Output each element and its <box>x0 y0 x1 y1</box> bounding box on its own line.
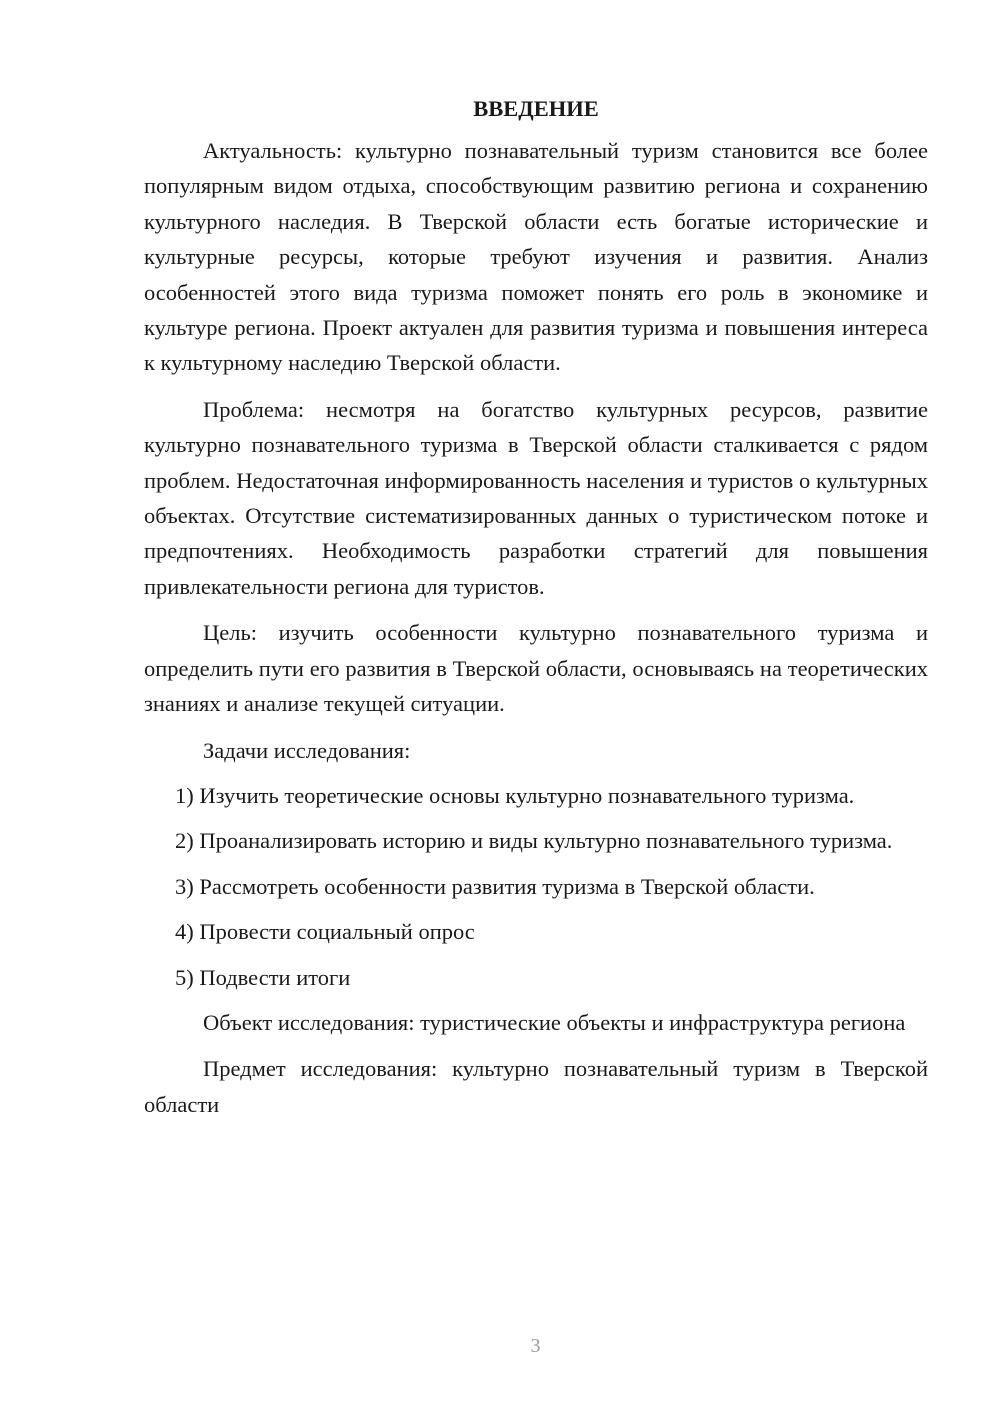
task-item-5: 5) Подвести итоги <box>175 964 351 990</box>
problem-paragraph: Проблема: несмотря на богатство культурных ресурсов, развитие культурно познавательного туризма в Тверской области сталкивается с рядом проблем. Недостаточная информированность населения и туристов о культурных объектах. Отсутствие систематизированных данных о туристическом потоке и предпочтениях. Необходимость разработки стратегий для повышения привлекательности региона для туристов. <box>144 396 928 599</box>
paragraph-spacer <box>144 768 928 778</box>
task-item-2: 2) Проанализировать историю и виды культурно познавательного туризма. <box>175 828 893 854</box>
document-page <box>144 92 928 1122</box>
paragraph-spacer <box>144 604 928 615</box>
paragraph-spacer <box>144 381 928 392</box>
goal-paragraph: Цель: изучить особенности культурно познавательного туризма и определить пути его развития в Тверской области, основываясь на теоретических знаниях и анализе текущей ситуации. <box>144 620 928 717</box>
relevance-paragraph: Актуальность: культурно познавательный туризм становится все более популярным видом отдыха, способствующим развитию региона и сохранению культурного наследия. В Тверской области есть богатые исторические и культурные ресурсы, которые требуют изучения и развития. Анализ особенностей этого вида туризма поможет понять его роль в экономике и культуре региона. Проект актуален для развития туризма и повышения интереса к культурному наследию Тверской области. <box>144 138 928 376</box>
paragraph-spacer <box>144 950 928 960</box>
page-title: ВВЕДЕНИЕ <box>473 96 599 121</box>
page-number: 3 <box>530 1335 541 1357</box>
tasks-heading: Задачи исследования: <box>203 737 411 763</box>
paragraph-spacer <box>144 1040 928 1051</box>
paragraph-spacer <box>144 813 928 823</box>
task-item-4: 4) Провести социальный опрос <box>175 919 475 945</box>
task-item-3: 3) Рассмотреть особенности развития туризма в Тверской области. <box>175 873 815 899</box>
paragraph-spacer <box>144 859 928 869</box>
paragraph-spacer <box>144 995 928 1005</box>
paragraph-spacer <box>144 904 928 914</box>
research-object-paragraph: Объект исследования: туристические объекты и инфраструктура региона <box>203 1009 906 1035</box>
research-subject-paragraph: Предмет исследования: культурно познавательный туризм в Тверской области <box>144 1056 928 1117</box>
paragraph-spacer <box>144 722 928 733</box>
task-item-1: 1) Изучить теоретические основы культурно познавательного туризма. <box>175 782 855 808</box>
